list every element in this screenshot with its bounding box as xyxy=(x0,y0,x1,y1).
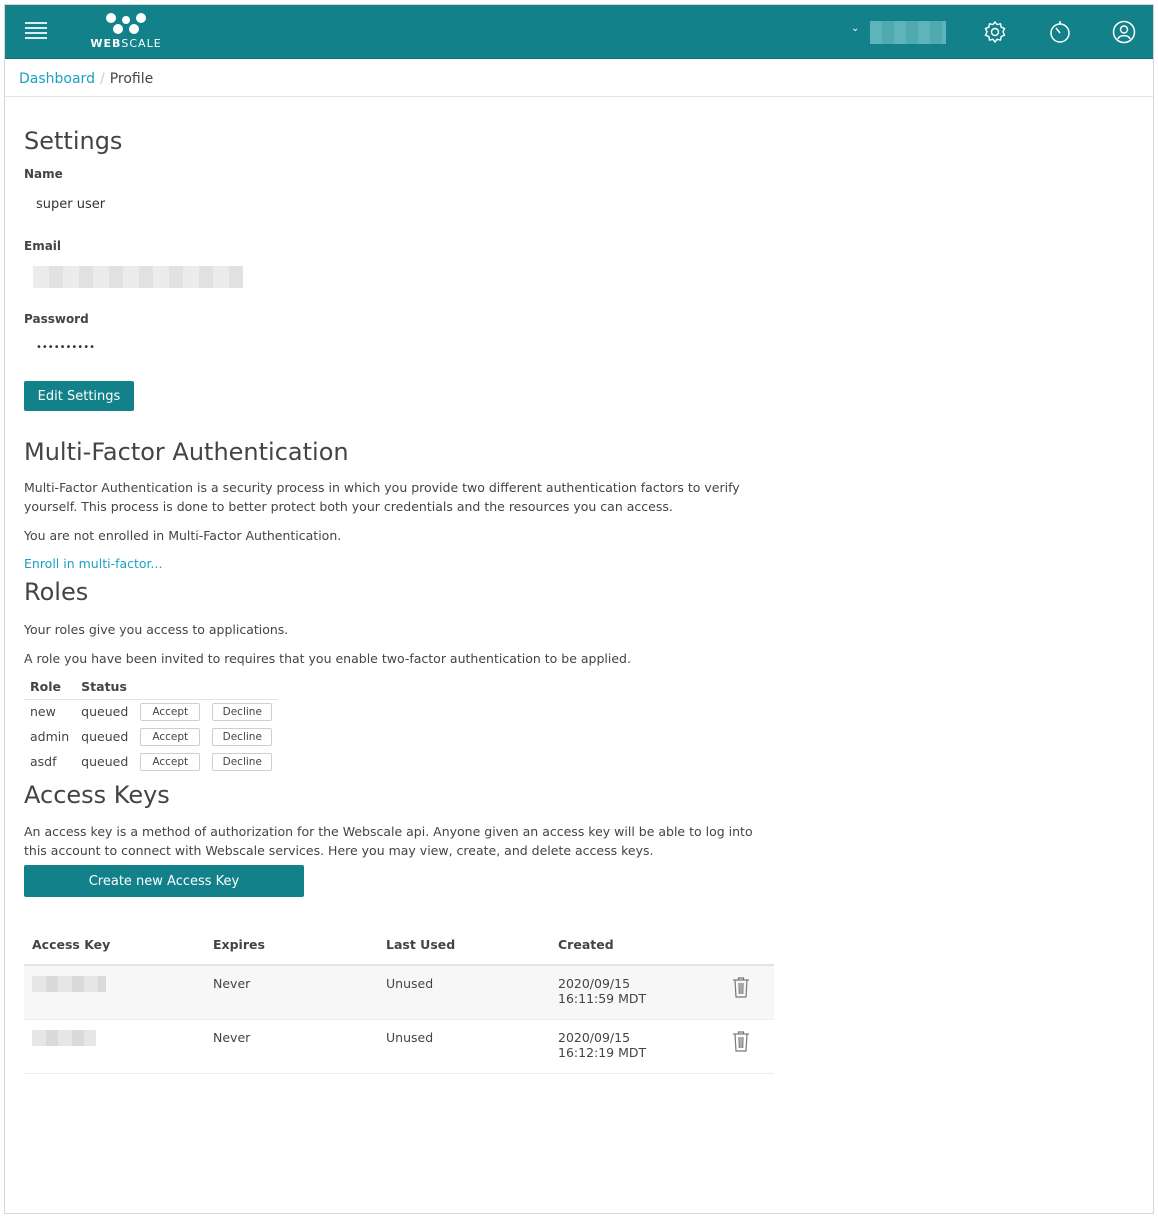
accept-role-button[interactable]: Accept xyxy=(140,753,200,771)
mfa-status: You are not enrolled in Multi-Factor Authentication. xyxy=(24,528,342,543)
access-key-redacted xyxy=(32,976,106,992)
key-last-used: Unused xyxy=(378,1019,550,1073)
settings-gear-icon[interactable] xyxy=(982,19,1008,45)
timer-icon[interactable] xyxy=(1047,19,1073,45)
keys-column-created: Created xyxy=(550,925,724,965)
key-expires: Never xyxy=(205,1019,378,1073)
key-created-date: 2020/09/15 xyxy=(558,976,631,991)
roles-table xyxy=(24,678,278,774)
role-status: queued xyxy=(81,754,129,769)
access-key-redacted xyxy=(32,1030,96,1046)
password-value: •••••••••• xyxy=(36,342,95,353)
role-status: queued xyxy=(81,704,129,720)
accept-role-button[interactable]: Accept xyxy=(140,728,200,746)
key-created-time: 16:12:19 MDT xyxy=(558,1044,647,1060)
roles-heading: Roles xyxy=(24,578,89,606)
mfa-heading: Multi-Factor Authentication xyxy=(24,438,349,466)
webscale-logo[interactable] xyxy=(85,12,167,52)
breadcrumb-current: Profile xyxy=(109,71,154,87)
password-label: Password xyxy=(24,312,89,326)
key-created xyxy=(550,1019,724,1073)
roles-column-status: Status xyxy=(75,678,134,699)
access-keys-heading: Access Keys xyxy=(24,781,170,809)
account-chevron-down-icon[interactable]: ⌄ xyxy=(851,23,860,34)
keys-column-last-used: Last Used xyxy=(378,925,550,965)
webscale-logo-mark-icon xyxy=(101,12,151,36)
key-created xyxy=(550,965,724,1019)
name-value: super user xyxy=(36,197,106,212)
decline-role-button[interactable]: Decline xyxy=(212,728,272,746)
key-expires: Never xyxy=(205,965,378,1019)
settings-heading: Settings xyxy=(24,127,123,155)
app-frame xyxy=(4,4,1154,1214)
key-last-used: Unused xyxy=(378,965,550,1019)
breadcrumb xyxy=(5,60,1153,97)
delete-key-trash-icon[interactable] xyxy=(732,976,750,998)
decline-role-button[interactable]: Decline xyxy=(212,703,272,721)
roles-description: Your roles give you access to applications. xyxy=(24,622,289,637)
name-label: Name xyxy=(24,167,63,181)
role-row xyxy=(24,724,278,749)
keys-column-expires: Expires xyxy=(205,925,378,965)
email-value-redacted xyxy=(33,266,243,288)
access-keys-table-header xyxy=(24,925,774,965)
roles-table-header xyxy=(24,678,278,699)
access-keys-description: An access key is a method of authorization for the Webscale api. Anyone given an access key will be able to log into this account to connect with Webscale services. Here you may view, create, and delete access keys. xyxy=(24,824,753,858)
role-name: asdf xyxy=(30,754,57,769)
role-row xyxy=(24,749,278,774)
role-name: admin xyxy=(30,729,70,744)
top-navbar xyxy=(5,5,1153,59)
delete-key-trash-icon[interactable] xyxy=(732,1030,750,1052)
role-name: new xyxy=(30,704,56,720)
key-created-time: 16:11:59 MDT xyxy=(558,991,647,1006)
keys-column-access-key: Access Key xyxy=(24,925,205,965)
decline-role-button[interactable]: Decline xyxy=(212,753,272,771)
accept-role-button[interactable]: Accept xyxy=(140,703,200,721)
role-row xyxy=(24,699,278,724)
role-status: queued xyxy=(81,729,129,744)
roles-column-role: Role xyxy=(24,678,75,699)
email-label: Email xyxy=(24,239,62,253)
account-selector-redacted[interactable] xyxy=(870,21,946,44)
access-keys-table xyxy=(24,925,774,1074)
logo-wordmark: WEBSCALE xyxy=(90,37,162,50)
access-key-row xyxy=(24,1019,774,1073)
user-profile-icon[interactable] xyxy=(1111,19,1137,45)
breadcrumb-separator: / xyxy=(99,71,105,87)
key-created-date: 2020/09/15 xyxy=(558,1029,631,1045)
edit-settings-button[interactable]: Edit Settings xyxy=(24,381,134,411)
roles-notice: A role you have been invited to requires that you enable two-factor authentication to be applied. xyxy=(24,651,631,666)
mfa-description: Multi-Factor Authentication is a security process in which you provide two different authentication factors to verify yourself. This process is done to better protect both your credentials and the resources you can access. xyxy=(24,480,740,514)
enroll-mfa-link[interactable]: Enroll in multi-factor... xyxy=(24,556,163,571)
hamburger-menu-icon[interactable] xyxy=(25,22,47,42)
breadcrumb-dashboard-link[interactable]: Dashboard xyxy=(19,71,95,87)
access-key-row xyxy=(24,965,774,1019)
create-access-key-button[interactable]: Create new Access Key xyxy=(24,865,304,897)
